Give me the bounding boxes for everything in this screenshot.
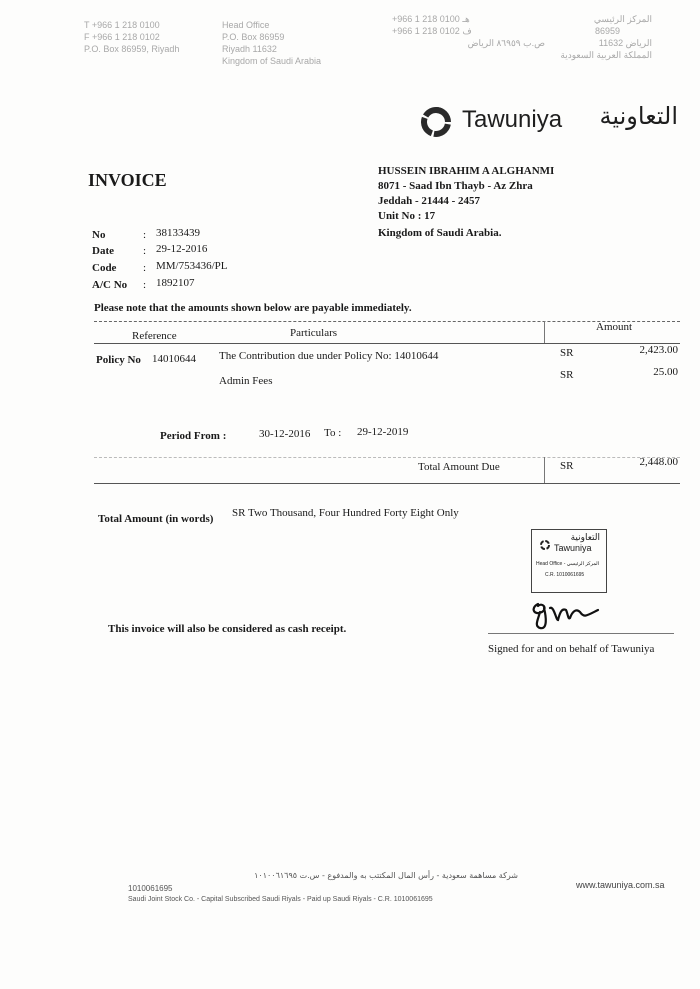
total-bottom-rule <box>94 483 680 484</box>
footer-arabic: شركة مساهمة سعودية - رأس المال المكتتب به والمدفوع - س.ت ١٠١٠٠٦١٦٩٥ <box>254 871 518 880</box>
company-stamp <box>531 529 607 593</box>
table-header-rule <box>94 343 680 344</box>
tawuniya-logo-icon <box>418 104 454 140</box>
footer-legal: Saudi Joint Stock Co. - Capital Subscribed Saudi Riyals - Paid up Saudi Riyals - C.R. 1010061695 <box>128 896 433 903</box>
meta-code-value: MM/753436/PL <box>156 260 228 272</box>
row-amount: 2,423.00 <box>639 344 678 356</box>
col-particulars: Particulars <box>290 327 338 339</box>
arabic-address: ص.ب ٨٦٩٥٩ الرياض <box>467 38 545 48</box>
arabic-head-office: المركز الرئيسي <box>593 14 652 24</box>
meta-no-label: No <box>92 229 106 241</box>
payable-notice: Please note that the amounts shown below are payable immediately. <box>94 302 412 314</box>
cash-receipt-note: This invoice will also be considered as cash receipt. <box>108 623 347 635</box>
letterhead-pobox: P.O. Box 86959, Riyadh <box>84 44 180 54</box>
stamp-logo-icon <box>539 539 551 551</box>
total-top-rule <box>94 457 680 458</box>
row-currency: SR <box>560 347 574 359</box>
header-divider <box>544 321 545 343</box>
invoice-page: T +966 1 218 0100 F +966 1 218 0102 P.O. Box 86959, Riyadh Head Office P.O. Box 86959 Riyadh 11632 Kingdom of Saudi Arabia +966 1 218 0100 هـ +966 1 218 0102 ف ص.ب ٨٦٩٥٩ الرياض المركز الرئيسي 86959 الرياض 11632 المملكة العربية السعودية Tawuniya التعاونية INVOICE HUSSEIN IBRAHIM A ALGHANMI 8071 - Saad Ibn Thayb - Az Zhra Jeddah - 21444 - 2457 Unit No : 17 Kingdom of Saudi Arabia. No : 38133439 Date : 29-12-2016 Code : MM/753436/PL A/C No : 1892107 Please note that the amounts shown below are payable immediately. Reference Particulars Amount Policy No 14010644 The Contribution due under Policy No: 14010644 SR 2,423.00 Admin Fees SR 25.00 Period From : 30-12-2016 To : 29-12-2019 Total Amount Due SR 2,448.00 Total Amount (in words) SR Two Thousand, Four Hundred Forty Eight Only التعاونية Tawuniya Head Office - المركز الرئيسي C.R. 1010061695 This invoice will also be considered as cash receipt. Signed for and on behalf of Tawuniya شركة مساهمة سعودية - رأس المال المكتتب به والمدفوع - س.ت ١٠١٠٠٦١٦٩٥ 1010061695 Saudi Joint Stock Co. - Capital Subscribed Saudi Riyals - Paid up Saudi Riyals - C.R. 1010061695 www.tawuniya.com.sa <box>84 14 678 903</box>
recipient-name: HUSSEIN IBRAHIM A ALGHANMI <box>378 165 555 177</box>
stamp-cr-line: C.R. 1010061695 <box>545 572 585 578</box>
meta-code-label: Code <box>92 262 117 274</box>
head-office-title: Head Office <box>222 20 270 30</box>
arabic-pobox-number: 86959 <box>595 26 621 36</box>
stamp-arabic-name: التعاونية <box>570 533 600 543</box>
row-particulars: Admin Fees <box>219 375 273 387</box>
signature <box>528 594 608 634</box>
brand-name-arabic: التعاونية <box>599 102 678 130</box>
policy-number: 14010644 <box>152 353 196 365</box>
total-label: Total Amount Due <box>418 461 500 473</box>
col-reference: Reference <box>132 330 177 342</box>
period-from-value: 30-12-2016 <box>259 428 311 440</box>
period-from-label: Period From : <box>160 430 227 442</box>
period-to-value: 29-12-2019 <box>357 426 409 438</box>
words-label: Total Amount (in words) <box>98 513 214 525</box>
words-value: SR Two Thousand, Four Hundred Forty Eight Only <box>232 507 459 519</box>
stamp-office-line: Head Office - المركز الرئيسي <box>536 561 600 567</box>
arabic-country: المملكة العربية السعودية <box>560 50 652 60</box>
footer-website: www.tawuniya.com.sa <box>576 880 665 890</box>
recipient-unit: Unit No : 17 <box>378 210 436 222</box>
footer-cr: 1010061695 <box>128 884 173 893</box>
meta-ac-value: 1892107 <box>156 277 195 289</box>
policy-label: Policy No <box>96 354 141 366</box>
head-office-pobox: P.O. Box 86959 <box>222 32 285 42</box>
arabic-phone: +966 1 218 0100 هـ <box>392 14 470 24</box>
arabic-fax: +966 1 218 0102 ف <box>392 26 472 36</box>
meta-no-value: 38133439 <box>156 227 200 239</box>
meta-ac-label: A/C No <box>92 279 128 291</box>
recipient-country: Kingdom of Saudi Arabia. <box>378 227 502 239</box>
meta-date-label: Date <box>92 245 114 257</box>
row-particulars: The Contribution due under Policy No: 14010644 <box>219 350 439 362</box>
row-currency: SR <box>560 369 574 381</box>
signed-on-behalf: Signed for and on behalf of Tawuniya <box>488 643 655 655</box>
brand-name-latin: Tawuniya <box>462 106 563 133</box>
arabic-city: الرياض 11632 <box>598 38 652 48</box>
head-office-country: Kingdom of Saudi Arabia <box>222 56 322 66</box>
recipient-city: Jeddah - 21444 - 2457 <box>378 195 481 207</box>
letterhead-phone: T +966 1 218 0100 <box>84 20 160 30</box>
signature-line <box>488 633 674 634</box>
stamp-latin-name: Tawuniya <box>554 543 592 553</box>
total-currency: SR <box>560 460 574 472</box>
total-divider <box>544 457 545 483</box>
total-amount: 2,448.00 <box>639 456 678 468</box>
row-amount: 25.00 <box>653 366 678 378</box>
recipient-street: 8071 - Saad Ibn Thayb - Az Zhra <box>378 180 533 192</box>
invoice-title: INVOICE <box>88 170 167 190</box>
head-office-city: Riyadh 11632 <box>222 44 277 54</box>
table-top-rule <box>94 321 680 322</box>
period-to-label: To : <box>324 427 342 439</box>
meta-date-value: 29-12-2016 <box>156 243 208 255</box>
letterhead-fax: F +966 1 218 0102 <box>84 32 160 42</box>
col-amount: Amount <box>596 321 633 333</box>
